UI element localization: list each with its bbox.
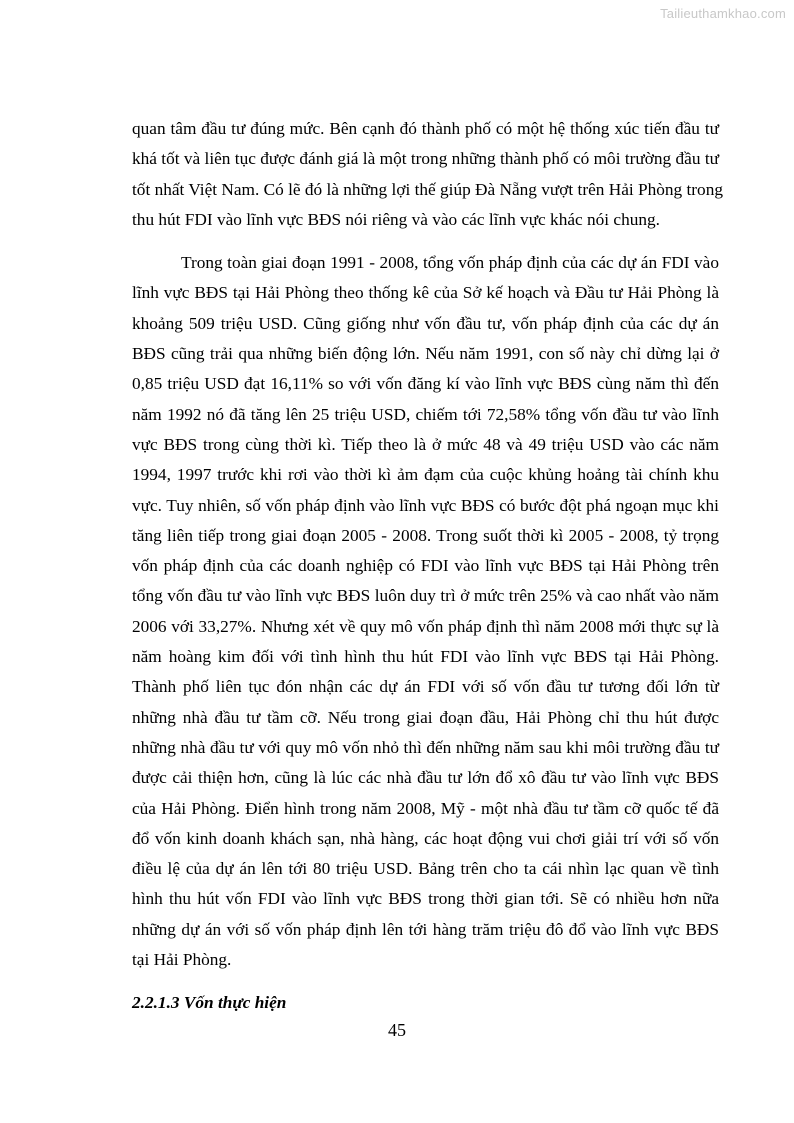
text-line: Thành phố liên tục đón nhận các dự án FDI với số vốn đầu tư tương đối lớn từ (132, 677, 719, 697)
text-line: vực BĐS trong cùng thời kì. Tiếp theo là ở mức 48 và 49 triệu USD vào các năm (132, 434, 719, 454)
page-number: 45 (388, 1020, 406, 1040)
text-line: vực. Tuy nhiên, số vốn pháp định vào lĩnh vực BĐS có bước đột phá ngoạn mục khi (132, 495, 719, 515)
text-line: năm hoàng kim đối với tình hình thu hút FDI vào lĩnh vực BĐS tại Hải Phòng. (132, 647, 719, 667)
text-line: hình thu hút vốn FDI vào lĩnh vực BĐS trong thời gian tới. Sẽ có nhiều hơn nữa (132, 889, 719, 909)
text-line: tốt nhất Việt Nam. Có lẽ đó là những lợi thế giúp Đà Nẵng vượt trên Hải Phòng trong (132, 179, 723, 199)
text-line: tăng liên tiếp trong giai đoạn 2005 - 2008. Trong suốt thời kì 2005 - 2008, tỷ trọng (132, 525, 719, 545)
text-line: lĩnh vực BĐS tại Hải Phòng theo thống kê của Sở kế hoạch và Đầu tư Hải Phòng là (132, 283, 719, 303)
document-body (132, 114, 723, 1019)
text-line: 0,85 triệu USD đạt 16,11% so với vốn đăng kí vào lĩnh vực BĐS cùng năm thì đến (132, 374, 719, 394)
text-line: quan tâm đầu tư đúng mức. Bên cạnh đó thành phố có một hệ thống xúc tiến đầu tư (132, 119, 719, 138)
text-line: những dự án với số vốn pháp định lên tới hàng trăm triệu đô đổ vào lĩnh vực BĐS (132, 919, 719, 939)
text-line: điều lệ của dự án lên tới 80 triệu USD. Bảng trên cho ta cái nhìn lạc quan về tình (132, 859, 719, 879)
text-line: tổng vốn đầu tư vào lĩnh vực BĐS luôn duy trì ở mức trên 25% và cao nhất vào năm (132, 586, 719, 606)
paragraph-2 (132, 248, 719, 975)
text-line: vốn pháp định của các doanh nghiệp có FDI vào lĩnh vực BĐS tại Hải Phòng trên (132, 556, 719, 576)
text-line: được cải thiện hơn, cũng là lúc các nhà đầu tư lớn đổ xô đầu tư vào lĩnh vực BĐS (132, 768, 719, 788)
text-line: 1994, 1997 trước khi rơi vào thời kì ảm đạm của cuộc khủng hoảng tài chính khu (132, 465, 719, 485)
text-line: năm 1992 nó đã tăng lên 25 triệu USD, chiếm tới 72,58% tổng vốn đầu tư vào lĩnh (132, 404, 719, 424)
text-line: những nhà đầu tư với quy mô vốn nhỏ thì đến những năm sau khi môi trường đầu tư (132, 737, 719, 757)
text-line: thu hút FDI vào lĩnh vực BĐS nói riêng và vào các lĩnh vực khác nói chung. (132, 209, 660, 229)
text-line: những nhà đầu tư tầm cỡ. Nếu trong giai đoạn đầu, Hải Phòng chỉ thu hút được (132, 707, 719, 727)
watermark: Tailieuthamkhao.com (660, 6, 786, 21)
text-line: BĐS cũng trải qua những biến động lớn. Nếu năm 1991, con số này chỉ dừng lại ở (132, 344, 719, 364)
text-line: tại Hải Phòng. (132, 950, 232, 970)
text-line: khoảng 509 triệu USD. Cũng giống như vốn đầu tư, vốn pháp định của các dự án (132, 313, 719, 333)
section-heading: 2.2.1.3 Vốn thực hiện (132, 993, 287, 1013)
text-line: Trong toàn giai đoạn 1991 - 2008, tổng vốn pháp định của các dự án FDI vào (181, 253, 719, 273)
text-line: của Hải Phòng. Điển hình trong năm 2008, Mỹ - một nhà đầu tư tầm cỡ quốc tế đã (132, 798, 719, 818)
paragraph-1 (132, 114, 723, 235)
text-line: khá tốt và liên tục được đánh giá là một trong những thành phố có môi trường đầu tư (132, 149, 719, 169)
text-line: đổ vốn kinh doanh khách sạn, nhà hàng, các hoạt động vui chơi giải trí với số vốn (132, 828, 719, 848)
text-line: 2006 với 33,27%. Nhưng xét về quy mô vốn pháp định thì năm 2008 mới thực sự là (132, 616, 719, 636)
